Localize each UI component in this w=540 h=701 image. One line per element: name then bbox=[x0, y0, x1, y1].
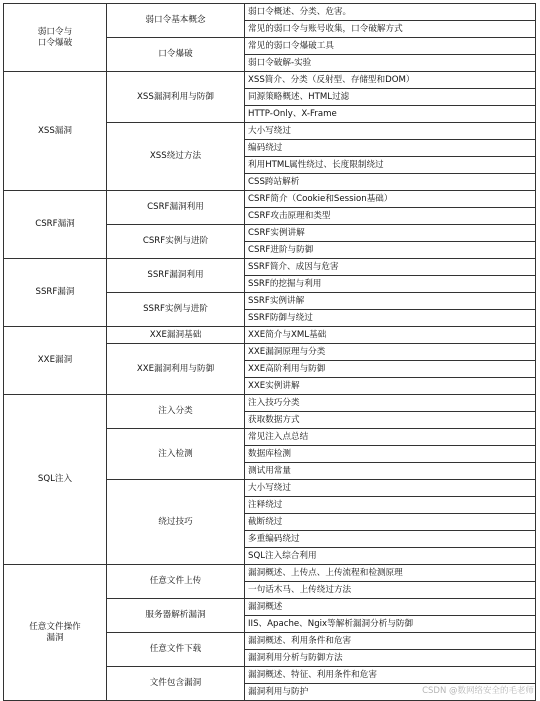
content-cell: 测试用常量 bbox=[245, 463, 536, 480]
content-cell: 多重编码绕过 bbox=[245, 531, 536, 548]
category-cell: 弱口令与 口令爆破 bbox=[4, 4, 107, 72]
content-cell: XXE简介与XML基础 bbox=[245, 327, 536, 344]
content-cell: 注入技巧分类 bbox=[245, 395, 536, 412]
table-row bbox=[4, 72, 536, 89]
content-cell: 漏洞概述、利用条件和危害 bbox=[245, 633, 536, 650]
table-row bbox=[4, 191, 536, 208]
topic-cell: SSRF漏洞利用 bbox=[107, 259, 245, 293]
topic-cell: XSS漏洞利用与防御 bbox=[107, 72, 245, 123]
csdn-watermark: CSDN @数网络安全的毛老师 bbox=[422, 686, 534, 696]
topic-cell: 文件包含漏洞 bbox=[107, 667, 245, 701]
content-cell: SQL注入综合利用 bbox=[245, 548, 536, 565]
topic-cell: 服务器解析漏洞 bbox=[107, 599, 245, 633]
content-cell: 数据库检测 bbox=[245, 446, 536, 463]
topic-cell: 绕过技巧 bbox=[107, 480, 245, 565]
table-row bbox=[4, 4, 536, 21]
content-cell: IIS、Apache、Ngix等解析漏洞分析与防御 bbox=[245, 616, 536, 633]
content-cell: XXE漏洞原理与分类 bbox=[245, 344, 536, 361]
topic-cell: 注入分类 bbox=[107, 395, 245, 429]
content-cell: 漏洞概述 bbox=[245, 599, 536, 616]
content-cell: CSRF简介（Cookie和Session基础） bbox=[245, 191, 536, 208]
content-cell: XXE实例讲解 bbox=[245, 378, 536, 395]
content-cell: SSRF实例讲解 bbox=[245, 293, 536, 310]
topic-cell: 弱口令基本概念 bbox=[107, 4, 245, 38]
topic-cell: SSRF实例与进阶 bbox=[107, 293, 245, 327]
content-cell: CSRF实例讲解 bbox=[245, 225, 536, 242]
topic-cell: XSS绕过方法 bbox=[107, 123, 245, 191]
topic-cell: 任意文件上传 bbox=[107, 565, 245, 599]
content-cell: CSRF攻击原理和类型 bbox=[245, 208, 536, 225]
content-cell: 弱口令概述、分类、危害。 bbox=[245, 4, 536, 21]
content-cell: 利用HTML属性绕过、长度限制绕过 bbox=[245, 157, 536, 174]
content-cell: 常见注入点总结 bbox=[245, 429, 536, 446]
table-row bbox=[4, 395, 536, 412]
content-cell: SSRF的挖掘与利用 bbox=[245, 276, 536, 293]
topic-cell: XXE漏洞基础 bbox=[107, 327, 245, 344]
content-cell: SSRF防御与绕过 bbox=[245, 310, 536, 327]
content-cell: 获取数据方式 bbox=[245, 412, 536, 429]
topic-cell: 注入检测 bbox=[107, 429, 245, 480]
table-row bbox=[4, 565, 536, 582]
content-cell: 常见的弱口令爆破工具 bbox=[245, 38, 536, 55]
category-cell: 任意文件操作 漏洞 bbox=[4, 565, 107, 701]
category-cell: XSS漏洞 bbox=[4, 72, 107, 191]
content-cell: 截断绕过 bbox=[245, 514, 536, 531]
table-row bbox=[4, 327, 536, 344]
content-cell: 大小写绕过 bbox=[245, 480, 536, 497]
content-cell: SSRF简介、成因与危害 bbox=[245, 259, 536, 276]
content-cell: 漏洞利用分析与防御方法 bbox=[245, 650, 536, 667]
content-cell: HTTP-Only、X-Frame bbox=[245, 106, 536, 123]
category-cell: XXE漏洞 bbox=[4, 327, 107, 395]
curriculum-table bbox=[3, 3, 536, 701]
topic-cell: XXE漏洞利用与防御 bbox=[107, 344, 245, 395]
content-cell: 漏洞概述、上传点、上传流程和检测原理 bbox=[245, 565, 536, 582]
topic-cell: CSRF实例与进阶 bbox=[107, 225, 245, 259]
content-cell: XSS简介、分类（反射型、存储型和DOM） bbox=[245, 72, 536, 89]
content-cell: 漏洞利用与防护 bbox=[245, 684, 536, 701]
topic-cell: CSRF漏洞利用 bbox=[107, 191, 245, 225]
content-cell: 漏洞概述、特征、利用条件和危害 bbox=[245, 667, 536, 684]
content-cell: 同源策略概述、HTML过滤 bbox=[245, 89, 536, 106]
content-cell: XXE高阶利用与防御 bbox=[245, 361, 536, 378]
table-row bbox=[4, 259, 536, 276]
category-cell: SQL注入 bbox=[4, 395, 107, 565]
content-cell: CSRF进阶与防御 bbox=[245, 242, 536, 259]
content-cell: 注释绕过 bbox=[245, 497, 536, 514]
category-cell: CSRF漏洞 bbox=[4, 191, 107, 259]
content-cell: 编码绕过 bbox=[245, 140, 536, 157]
content-cell: 弱口令破解-实验 bbox=[245, 55, 536, 72]
topic-cell: 任意文件下载 bbox=[107, 633, 245, 667]
content-cell: 一句话木马、上传绕过方法 bbox=[245, 582, 536, 599]
content-cell: 大小写绕过 bbox=[245, 123, 536, 140]
category-cell: SSRF漏洞 bbox=[4, 259, 107, 327]
content-cell: CSS跨站解析 bbox=[245, 174, 536, 191]
topic-cell: 口令爆破 bbox=[107, 38, 245, 72]
content-cell: 常见的弱口令与账号收集，口令破解方式 bbox=[245, 21, 536, 38]
